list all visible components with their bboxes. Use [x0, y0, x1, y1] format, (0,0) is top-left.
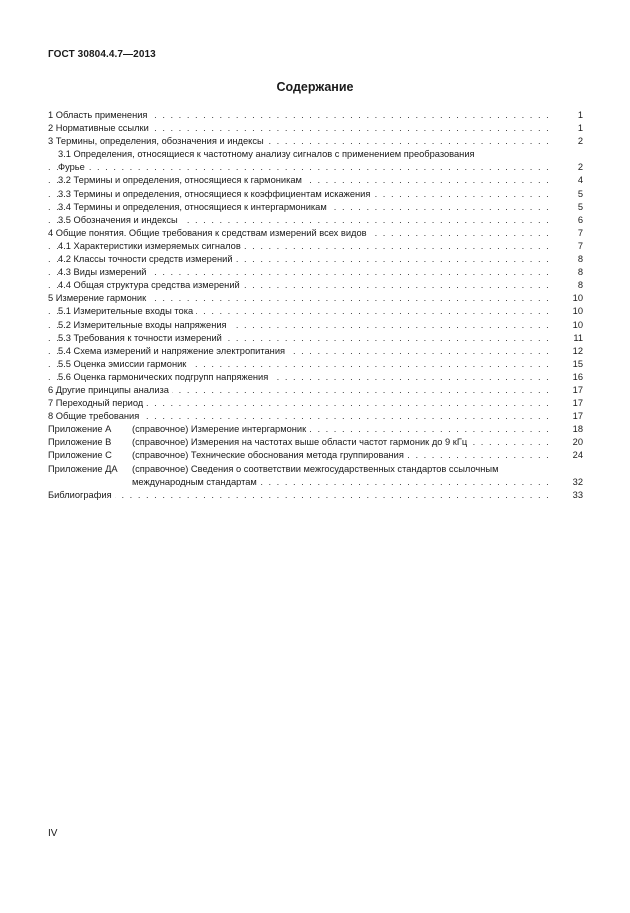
toc-page-number: 17 [572, 384, 583, 395]
toc-appendix-title: (справочное) Измерения на частотах выше области частот гармоник до 9 кГц [132, 437, 468, 448]
toc-appendix-code: Приложение ДА [48, 463, 118, 474]
toc-entry[interactable] [48, 240, 583, 253]
toc-entry[interactable] [48, 449, 583, 462]
table-of-contents [48, 109, 583, 502]
toc-entry[interactable] [48, 135, 583, 148]
toc-page-number: 32 [572, 476, 583, 487]
toc-appendix-code: Приложение А [48, 424, 112, 435]
toc-entry[interactable] [48, 266, 583, 279]
toc-appendix-label [48, 463, 501, 476]
toc-entry-label: 1 Область применения [48, 109, 150, 122]
toc-entry-label: 5.3 Требования к точности измерений [58, 332, 225, 345]
document-code: ГОСТ 30804.4.7—2013 [48, 49, 156, 60]
toc-leader-dots [48, 489, 553, 502]
toc-entry-label: Фурье [58, 161, 88, 174]
toc-page-number: 10 [572, 293, 583, 304]
toc-page-number: 17 [572, 411, 583, 422]
toc-entry-label: 5.4 Схема измерений и напряжение электропитания [58, 345, 288, 358]
toc-entry-label: 6 Другие принципы анализа [48, 384, 172, 397]
toc-entry-label: 8 Общие требования [48, 410, 142, 423]
toc-page-number: 17 [572, 398, 583, 409]
toc-entry-label: 4.4 Общая структура средства измерений [58, 279, 243, 292]
toc-entry[interactable] [48, 161, 583, 174]
toc-page-number: 24 [572, 450, 583, 461]
toc-entry-label: 2 Нормативные ссылки [48, 122, 152, 135]
toc-entry-label: 3.4 Термины и определения, относящиеся к интергармоникам [58, 201, 330, 214]
toc-entry[interactable] [48, 423, 583, 436]
toc-entry[interactable] [48, 489, 583, 502]
toc-entry[interactable] [48, 463, 583, 476]
toc-appendix-label [48, 449, 407, 462]
toc-appendix-title: международным стандартам [132, 476, 257, 487]
toc-page-number: 2 [577, 162, 583, 173]
toc-appendix-title: (справочное) Сведения о соответствии межгосударственных стандартов ссылочным [132, 463, 499, 474]
toc-entry-label: 7 Переходный период [48, 397, 146, 410]
toc-page-number: 5 [577, 188, 583, 199]
toc-entry-label: 4.1 Характеристики измеряемых сигналов [58, 240, 244, 253]
toc-page-number: 8 [577, 267, 583, 278]
toc-page-number: 20 [572, 437, 583, 448]
toc-entry[interactable] [48, 436, 583, 449]
toc-entry-label: 5.2 Измерительные входы напряжения [58, 319, 230, 332]
toc-entry[interactable] [48, 292, 583, 305]
toc-entry[interactable] [48, 305, 583, 318]
toc-appendix-label [48, 436, 470, 449]
toc-entry[interactable] [48, 109, 583, 122]
toc-appendix-code: Приложение С [48, 450, 112, 461]
toc-entry[interactable] [48, 214, 583, 227]
toc-page-number: 33 [572, 489, 583, 500]
toc-page-number: 8 [577, 254, 583, 265]
toc-page-number: 18 [572, 424, 583, 435]
toc-page-number: 7 [577, 227, 583, 238]
toc-entry[interactable] [48, 148, 583, 161]
toc-page-number: 10 [572, 306, 583, 317]
toc-entry[interactable] [48, 253, 583, 266]
toc-appendix-title: (справочное) Измерение интергармоник [132, 424, 307, 435]
toc-entry-label: 3.5 Обозначения и индексы [58, 214, 181, 227]
toc-entry[interactable] [48, 384, 583, 397]
toc-entry-label: 5.1 Измерительные входы тока [58, 305, 196, 318]
toc-entry[interactable] [48, 410, 583, 423]
toc-entry[interactable] [48, 345, 583, 358]
toc-entry[interactable] [48, 319, 583, 332]
toc-entry[interactable] [48, 358, 583, 371]
toc-page-number: 2 [577, 136, 583, 147]
toc-entry[interactable] [48, 122, 583, 135]
toc-entry-label: 4.3 Виды измерений [58, 266, 149, 279]
toc-entry-label: 5 Измерение гармоник [48, 292, 149, 305]
toc-page-number: 4 [577, 175, 583, 186]
page-title: Содержание [276, 80, 354, 94]
toc-entry[interactable] [48, 397, 583, 410]
toc-entry-label: 3 Термины, определения, обозначения и индексы [48, 135, 267, 148]
toc-entry[interactable] [48, 201, 583, 214]
toc-entry[interactable] [48, 476, 583, 489]
toc-leader-dots [48, 161, 553, 174]
toc-entry-label: 5.5 Оценка эмиссии гармоник [58, 358, 189, 371]
toc-entry-label: 3.3 Термины и определения, относящиеся к коэффициентам искажения [58, 188, 373, 201]
toc-entry[interactable] [48, 174, 583, 187]
toc-page-number: 12 [572, 345, 583, 356]
toc-page-number: 6 [577, 214, 583, 225]
toc-entry[interactable] [48, 188, 583, 201]
toc-page-number: 1 [577, 123, 583, 134]
toc-entry-label: 4.2 Классы точности средств измерений [58, 253, 236, 266]
toc-appendix-title: (справочное) Технические обоснования метода группирования [132, 450, 404, 461]
toc-entry-label: 5.6 Оценка гармонических подгрупп напряжения [58, 371, 271, 384]
toc-page-number: 8 [577, 280, 583, 291]
toc-page-number: 1 [577, 110, 583, 120]
toc-page-number: 15 [572, 358, 583, 369]
toc-appendix-label [48, 423, 309, 436]
toc-page-number: 11 [573, 332, 583, 343]
toc-appendix-code: Приложение В [48, 437, 112, 448]
toc-entry[interactable] [48, 279, 583, 292]
toc-page-number: 7 [577, 240, 583, 251]
toc-entry-label: 3.1 Определения, относящиеся к частотному анализу сигналов с применением преобразования [58, 148, 478, 161]
toc-page-number: 5 [577, 201, 583, 212]
toc-appendix-label [48, 476, 260, 489]
page-number: IV [48, 828, 58, 839]
toc-page-number: 10 [572, 319, 583, 330]
toc-entry-label: Библиография [48, 489, 115, 502]
toc-entry[interactable] [48, 227, 583, 240]
toc-entry[interactable] [48, 332, 583, 345]
toc-entry-label: 3.2 Термины и определения, относящиеся к гармоникам [58, 174, 305, 187]
toc-entry-label: 4 Общие понятия. Общие требования к средствам измерений всех видов [48, 227, 370, 240]
toc-page-number: 16 [572, 371, 583, 382]
toc-entry[interactable] [48, 371, 583, 384]
